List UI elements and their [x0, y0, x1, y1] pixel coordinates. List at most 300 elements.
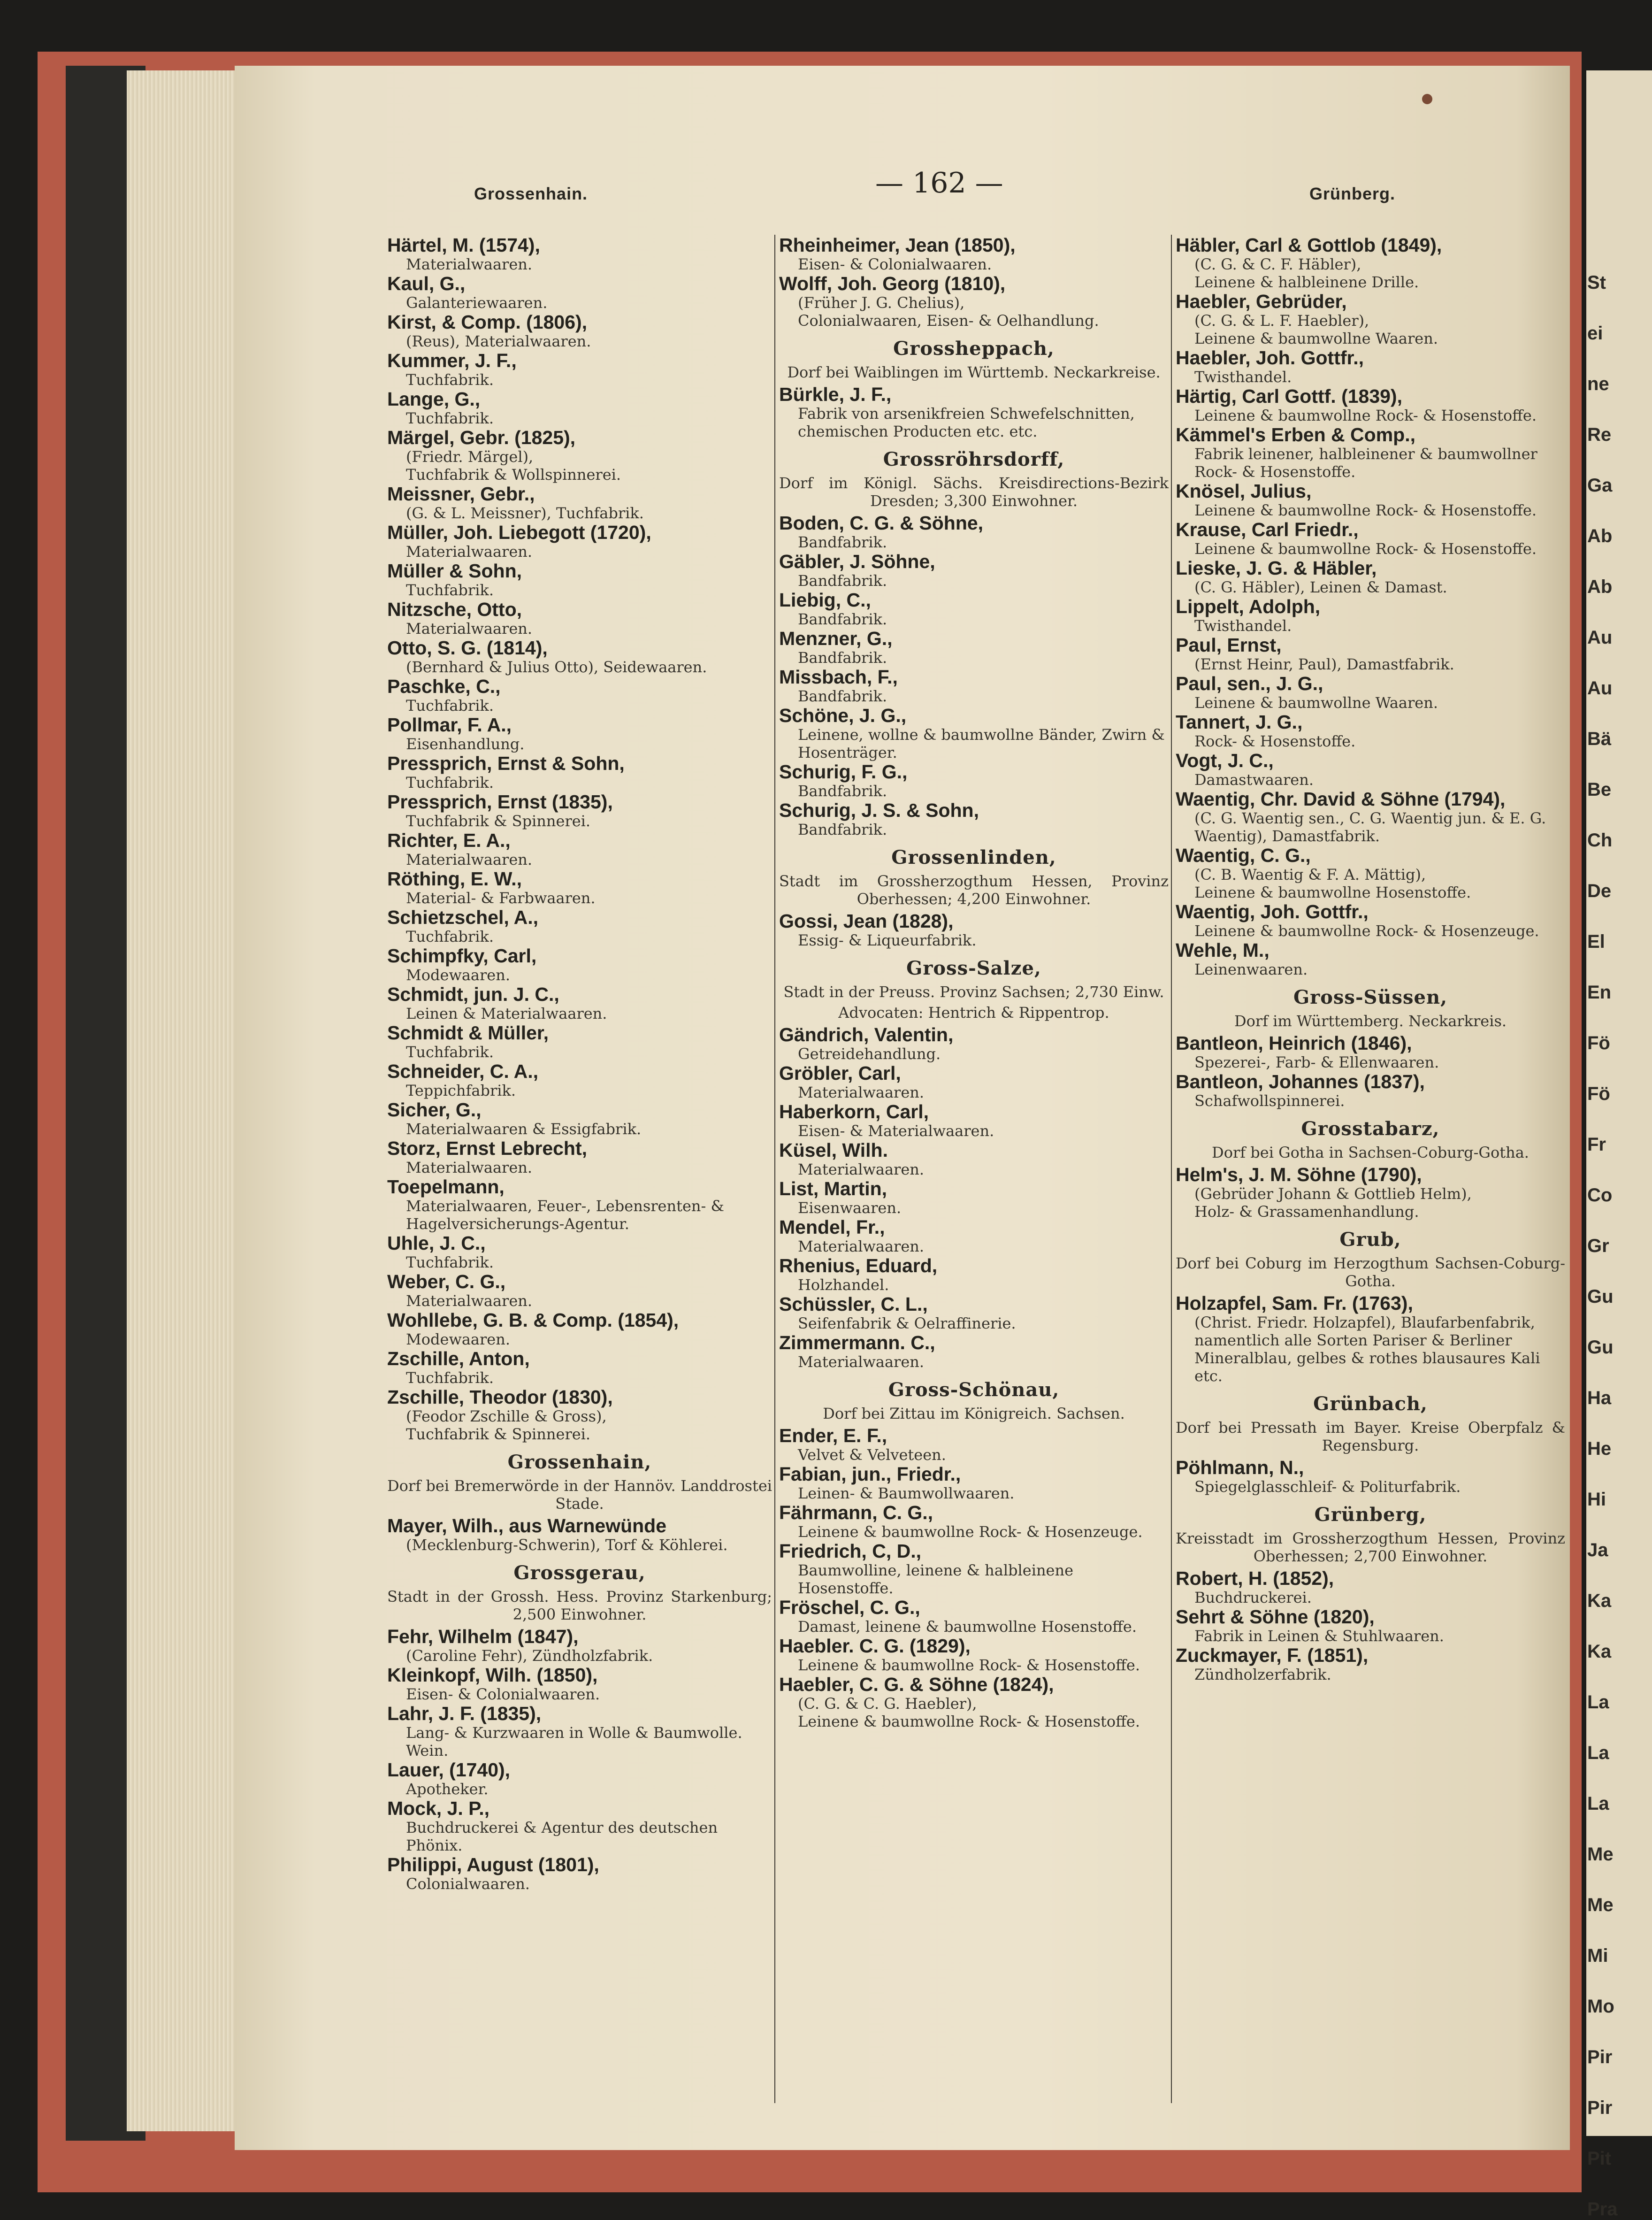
firm-description: Getreidehandlung.: [798, 1045, 941, 1063]
directory-entry: [387, 599, 772, 638]
firm-name: Mendel, Fr.,: [779, 1216, 885, 1238]
place-description: Advocaten: Hentrich & Rippentrop.: [838, 1004, 1109, 1022]
directory-entry: [779, 273, 1169, 330]
firm-description: Schafwollspinnerei.: [1194, 1092, 1345, 1110]
firm-description: Rock- & Hosenstoffe.: [1194, 732, 1356, 750]
place-description: Dorf bei Bremerwörde in der Hannöv. Landdrostei Stade.: [387, 1477, 772, 1513]
directory-entry: [387, 907, 772, 945]
facing-page-fragment: Me: [1587, 1844, 1614, 1865]
firm-description: (Ernst Heinr, Paul), Damastfabrik.: [1194, 655, 1454, 673]
directory-entry: [387, 312, 772, 350]
firm-description: (Christ. Friedr. Holzapfel), Blaufarbenfabrik, namentlich alle Sorten Pariser & Berliner Mineralblau, gelbes & rothes blausaures Kali etc.: [1194, 1314, 1540, 1385]
ink-spot: [1422, 94, 1432, 104]
directory-entry: [387, 1854, 772, 1893]
firm-description: Modewaaren.: [406, 966, 511, 984]
firm-description: Velvet & Velveteen.: [798, 1446, 946, 1464]
firm-description: Lang- & Kurzwaaren in Wolle & Baumwolle. Wein.: [406, 1724, 742, 1759]
firm-description: Materialwaaren.: [798, 1160, 925, 1178]
firm-description: Material- & Farbwaaren.: [406, 889, 596, 907]
firm-description: (Bernhard & Julius Otto), Seidewaaren.: [406, 658, 707, 676]
facing-page-fragment: Au: [1587, 678, 1613, 699]
firm-name: Schurig, F. G.,: [779, 761, 908, 783]
firm-description: Eisenwaaren.: [798, 1199, 902, 1217]
firm-name: Wehle, M.,: [1176, 939, 1270, 961]
place-description: Dorf bei Zittau im Königreich. Sachsen.: [823, 1405, 1125, 1422]
directory-entry: [779, 911, 1169, 949]
directory-entry: [779, 384, 1169, 440]
facing-page-fragment: Fö: [1587, 1083, 1610, 1104]
firm-name: Paul, sen., J. G.,: [1176, 673, 1323, 694]
directory-entry: [1176, 558, 1565, 596]
firm-description: Modewaaren.: [406, 1330, 511, 1348]
firm-description: Materialwaaren.: [798, 1353, 925, 1371]
firm-description: Teppichfabrik.: [406, 1082, 516, 1099]
place-description: Dorf bei Pressath im Bayer. Kreise Oberpfalz & Regensburg.: [1176, 1419, 1565, 1454]
firm-name: Haebler, C. G. & Söhne (1824),: [779, 1674, 1054, 1695]
directory-entry: [779, 761, 1169, 800]
directory-entry: [387, 1348, 772, 1387]
firm-name: Robert, H. (1852),: [1176, 1567, 1334, 1589]
firm-name: Missbach, F.,: [779, 666, 898, 688]
directory-entry: [387, 1515, 772, 1554]
firm-description: (C. G. & C. G. Haebler), Leinene & baumwollne Rock- & Hosenstoffe.: [798, 1695, 1140, 1730]
firm-name: Philippi, August (1801),: [387, 1854, 599, 1875]
firm-name: Haebler, Gebrüder,: [1176, 291, 1347, 312]
firm-name: Zimmermann. C.,: [779, 1332, 935, 1353]
firm-name: Tannert, J. G.,: [1176, 711, 1303, 733]
directory-entry: [387, 714, 772, 753]
directory-entry: [387, 1798, 772, 1854]
firm-description: Eisen- & Materialwaaren.: [798, 1122, 994, 1140]
firm-name: Helm's, J. M. Söhne (1790),: [1176, 1164, 1422, 1185]
firm-name: Vogt, J. C.,: [1176, 750, 1274, 771]
firm-description: Spezerei-, Farb- & Ellenwaaren.: [1194, 1053, 1439, 1071]
place-description: Stadt in der Grossh. Hess. Provinz Starkenburg; 2,500 Einwohner.: [387, 1588, 772, 1623]
directory-entry: [387, 561, 772, 599]
firm-name: Fährmann, C. G.,: [779, 1502, 933, 1523]
directory-entry: [387, 1138, 772, 1176]
firm-description: (G. & L. Meissner), Tuchfabrik.: [406, 504, 644, 522]
directory-entry: [387, 389, 772, 427]
firm-name: Haberkorn, Carl,: [779, 1101, 929, 1122]
firm-name: Krause, Carl Friedr.,: [1176, 519, 1359, 540]
firm-name: Pollmar, F. A.,: [387, 714, 512, 736]
firm-name: Waentig, Joh. Gottfr.,: [1176, 901, 1369, 922]
directory-entry: [1176, 481, 1565, 519]
place-description: Dorf im Königl. Sächs. Kreisdirections-Bezirk Dresden; 3,300 Einwohner.: [779, 474, 1169, 510]
firm-name: Kaul, G.,: [387, 273, 466, 294]
firm-description: Buchdruckerei.: [1194, 1589, 1312, 1606]
place-description: Dorf bei Gotha in Sachsen-Coburg-Gotha.: [1212, 1144, 1529, 1161]
directory-entry: [779, 1502, 1169, 1541]
firm-name: Mayer, Wilh., aus Warnewünde: [387, 1515, 667, 1536]
firm-name: Zschille, Anton,: [387, 1348, 530, 1369]
firm-description: Leinene & baumwollne Rock- & Hosenzeuge.: [798, 1523, 1143, 1541]
firm-description: Tuchfabrik.: [406, 697, 494, 714]
firm-description: Holzhandel.: [798, 1276, 889, 1294]
firm-description: Essig- & Liqueurfabrik.: [798, 931, 977, 949]
facing-page-fragment: Ha: [1587, 1388, 1612, 1408]
directory-entry: [387, 1703, 772, 1759]
directory-entry: [387, 1626, 772, 1665]
firm-description: Tuchfabrik.: [406, 774, 494, 791]
firm-name: Schüssler, C. L.,: [779, 1293, 928, 1315]
firm-name: Nitzsche, Otto,: [387, 599, 522, 620]
directory-entry: [779, 1178, 1169, 1217]
directory-entry: [387, 1387, 772, 1443]
facing-page-fragment: Re: [1587, 424, 1612, 445]
firm-description: Tuchfabrik.: [406, 928, 494, 945]
facing-page-fragment: Bä: [1587, 729, 1612, 749]
place-description: Dorf bei Coburg im Herzogthum Sachsen-Coburg-Gotha.: [1176, 1254, 1565, 1290]
facing-page-fragment: Fö: [1587, 1033, 1610, 1053]
firm-description: Tuchfabrik.: [406, 1369, 494, 1387]
firm-description: Leinen & Materialwaaren.: [406, 1005, 607, 1022]
facing-page-fragment: ne: [1587, 374, 1609, 394]
directory-entry: [387, 235, 772, 273]
directory-entry: [1176, 519, 1565, 558]
directory-entry: [387, 791, 772, 830]
firm-description: Leinen- & Baumwollwaaren.: [798, 1484, 1015, 1502]
firm-description: Leinenwaaren.: [1194, 960, 1308, 978]
facing-page-fragment: Co: [1587, 1185, 1613, 1206]
firm-description: Zündholzerfabrik.: [1194, 1666, 1331, 1683]
place-heading: Gross-Süssen,: [1293, 986, 1448, 1008]
directory-entry: [387, 1176, 772, 1233]
firm-name: Bantleon, Heinrich (1846),: [1176, 1032, 1412, 1054]
firm-name: Menzner, G.,: [779, 628, 893, 649]
firm-description: Tuchfabrik & Spinnerei.: [406, 812, 591, 830]
firm-description: Colonialwaaren.: [406, 1875, 530, 1893]
firm-description: Leinene & baumwollne Rock- & Hosenstoffe.: [1194, 501, 1537, 519]
firm-description: Tuchfabrik.: [406, 1253, 494, 1271]
firm-name: Lippelt, Adolph,: [1176, 596, 1321, 617]
place-heading: Grosstabarz,: [1301, 1118, 1440, 1140]
place-heading: Grünberg,: [1314, 1504, 1427, 1526]
directory-entry: [779, 1541, 1169, 1597]
firm-description: Damast, leinene & baumwollne Hosenstoffe.: [798, 1618, 1137, 1636]
firm-name: Kirst, & Comp. (1806),: [387, 311, 588, 333]
firm-description: Seifenfabrik & Oelraffinerie.: [798, 1314, 1016, 1332]
firm-name: Paul, Ernst,: [1176, 634, 1282, 656]
directory-entry: [1176, 750, 1565, 789]
firm-name: Häbler, Carl & Gottlob (1849),: [1176, 234, 1442, 256]
firm-name: Küsel, Wilh.: [779, 1139, 888, 1161]
directory-column-1: [387, 235, 772, 1893]
firm-name: Liebig, C.,: [779, 589, 871, 611]
directory-entry: [1176, 845, 1565, 901]
firm-name: Bantleon, Johannes (1837),: [1176, 1071, 1425, 1092]
directory-entry: [1176, 901, 1565, 940]
directory-entry: [779, 1464, 1169, 1502]
directory-entry: [779, 1332, 1169, 1371]
firm-name: Wohllebe, G. B. & Comp. (1854),: [387, 1309, 679, 1331]
firm-name: Röthing, E. W.,: [387, 868, 522, 890]
firm-description: Bandfabrik.: [798, 572, 887, 590]
firm-description: Damastwaaren.: [1194, 771, 1314, 789]
place-heading: Grossheppach,: [893, 338, 1055, 360]
firm-name: Gossi, Jean (1828),: [779, 910, 954, 932]
directory-entry: [1176, 712, 1565, 750]
firm-description: (C. B. Waentig & F. A. Mättig), Leinene & baumwollne Hosenstoffe.: [1194, 866, 1471, 901]
facing-page-fragment: Gr: [1587, 1236, 1609, 1256]
firm-description: Leinene & baumwollne Rock- & Hosenstoffe.: [1194, 407, 1537, 424]
facing-page-fragment: Mi: [1587, 1945, 1608, 1966]
place-description: Kreisstadt im Grossherzogthum Hessen, Provinz Oberhessen; 2,700 Einwohner.: [1176, 1529, 1565, 1565]
facing-page-fragment: ei: [1587, 323, 1603, 344]
directory-entry: [1176, 1164, 1565, 1221]
facing-page-fragment: Au: [1587, 627, 1613, 648]
directory-entry: [779, 1674, 1169, 1730]
directory-entry: [779, 800, 1169, 838]
firm-description: (C. G. & L. F. Haebler), Leinene & baumwollne Waaren.: [1194, 312, 1438, 347]
firm-description: Tuchfabrik.: [406, 409, 494, 427]
firm-name: Friedrich, C, D.,: [779, 1540, 921, 1562]
firm-name: Meissner, Gebr.,: [387, 483, 535, 505]
firm-name: Holzapfel, Sam. Fr. (1763),: [1176, 1292, 1413, 1314]
firm-description: Fabrik von arsenikfreien Schwefelschnitten, chemischen Producten etc. etc.: [798, 405, 1135, 440]
facing-page-fragment: Ka: [1587, 1641, 1612, 1662]
directory-entry: [1176, 1645, 1565, 1683]
directory-entry: [1176, 1071, 1565, 1110]
facing-page-fragment: La: [1587, 1793, 1609, 1814]
firm-name: Uhle, J. C.,: [387, 1232, 486, 1254]
directory-entry: [1176, 1293, 1565, 1385]
firm-description: Fabrik leinener, halbleinener & baumwollner Rock- & Hosenstoffe.: [1194, 445, 1537, 481]
firm-name: Storz, Ernst Lebrecht,: [387, 1137, 588, 1159]
directory-entry: [387, 350, 772, 389]
firm-name: List, Martin,: [779, 1178, 887, 1199]
firm-description: Bandfabrik.: [798, 533, 887, 551]
firm-name: Kleinkopf, Wilh. (1850),: [387, 1664, 598, 1686]
firm-description: Eisenhandlung.: [406, 735, 525, 753]
place-description: Stadt in der Preuss. Provinz Sachsen; 2,730 Einw.: [783, 983, 1164, 1001]
firm-name: Kummer, J. F.,: [387, 350, 517, 371]
firm-name: Haebler, Joh. Gottfr.,: [1176, 347, 1364, 369]
firm-description: Materialwaaren & Essigfabrik.: [406, 1120, 642, 1138]
directory-entry: [779, 1425, 1169, 1464]
directory-entry: [779, 1255, 1169, 1294]
firm-name: Gröbler, Carl,: [779, 1062, 901, 1084]
firm-name: Schimpfky, Carl,: [387, 945, 537, 967]
facing-page-fragment: Ka: [1587, 1590, 1612, 1611]
place-heading: Gross-Salze,: [906, 957, 1041, 979]
facing-page-fragment: Ab: [1587, 526, 1613, 546]
firm-name: Haebler. C. G. (1829),: [779, 1635, 971, 1657]
firm-name: Schmidt & Müller,: [387, 1022, 549, 1044]
firm-name: Pressprich, Ernst (1835),: [387, 791, 613, 813]
firm-description: Materialwaaren.: [406, 1292, 533, 1310]
directory-entry: [1176, 424, 1565, 481]
firm-description: (C. G. & C. F. Häbler), Leinene & halbleinene Drille.: [1194, 255, 1419, 291]
firm-description: Fabrik in Leinen & Stuhlwaaren.: [1194, 1627, 1444, 1645]
place-heading: Grossgerau,: [513, 1562, 646, 1584]
place-heading: Grossenhain,: [507, 1451, 652, 1473]
directory-entry: [1176, 1457, 1565, 1496]
firm-name: Rhenius, Eduard,: [779, 1255, 938, 1276]
facing-page-fragment: Ch: [1587, 830, 1613, 851]
place-description: Dorf bei Waiblingen im Württemb. Neckarkreise.: [787, 363, 1161, 381]
directory-entry: [779, 235, 1169, 273]
firm-name: Fabian, jun., Friedr.,: [779, 1463, 961, 1485]
directory-entry: [1176, 635, 1565, 673]
facing-page-fragment: Be: [1587, 779, 1612, 800]
directory-entry: [779, 1140, 1169, 1178]
place-description: Stadt im Grossherzogthum Hessen, Provinz Oberhessen; 4,200 Einwohner.: [779, 872, 1169, 908]
directory-entry: [1176, 386, 1565, 424]
facing-page-fragment: El: [1587, 931, 1605, 952]
facing-page-fragment: Pir: [1587, 2047, 1613, 2067]
directory-entry: [387, 1099, 772, 1138]
firm-description: Materialwaaren, Feuer-, Lebensrenten- & Hagelversicherungs-Agentur.: [406, 1197, 724, 1233]
column-rule: [774, 235, 775, 2103]
place-heading: Gross-Schönau,: [888, 1379, 1060, 1401]
firm-name: Wolff, Joh. Georg (1810),: [779, 273, 1006, 294]
firm-description: (Gebrüder Johann & Gottlieb Helm), Holz- & Grassamenhandlung.: [1194, 1185, 1472, 1221]
directory-entry: [387, 427, 772, 484]
firm-description: Leinene & baumwollne Waaren.: [1194, 694, 1438, 712]
directory-entry: [387, 945, 772, 984]
facing-page-fragment: Ja: [1587, 1540, 1608, 1560]
directory-entry: [779, 513, 1169, 551]
directory-entry: [387, 1271, 772, 1310]
firm-name: Waentig, Chr. David & Söhne (1794),: [1176, 788, 1506, 810]
place-heading: Grossenlinden,: [891, 846, 1056, 868]
place-description: Dorf im Württemberg. Neckarkreis.: [1234, 1012, 1507, 1030]
directory-entry: [387, 984, 772, 1022]
directory-entry: [779, 705, 1169, 761]
firm-description: Leinene & baumwollne Rock- & Hosenstoffe.: [1194, 540, 1537, 558]
firm-name: Fröschel, C. G.,: [779, 1597, 920, 1618]
firm-name: Schöne, J. G.,: [779, 705, 907, 726]
directory-entry: [387, 753, 772, 791]
facing-page-fragment: Fr: [1587, 1134, 1606, 1155]
facing-page-fragment: Mo: [1587, 1996, 1614, 2017]
directory-entry: [387, 273, 772, 312]
firm-description: (Feodor Zschille & Gross), Tuchfabrik & Spinnerei.: [406, 1407, 607, 1443]
directory-entry: [1176, 940, 1565, 978]
facing-page-fragment: Pit: [1587, 2148, 1612, 2169]
place-heading: Grub,: [1339, 1229, 1401, 1251]
firm-name: Müller & Sohn,: [387, 560, 522, 582]
facing-page-fragment: Me: [1587, 1895, 1614, 1915]
directory-entry: [387, 522, 772, 561]
firm-name: Zschille, Theodor (1830),: [387, 1386, 613, 1408]
directory-entry: [1176, 1568, 1565, 1606]
firm-description: Leinene, wollne & baumwollne Bänder, Zwirn & Hosenträger.: [798, 726, 1165, 761]
directory-entry: [779, 1024, 1169, 1063]
directory-entry: [1176, 673, 1565, 712]
directory-entry: [387, 1061, 772, 1099]
firm-description: Tuchfabrik.: [406, 581, 494, 599]
firm-name: Waentig, C. G.,: [1176, 845, 1311, 866]
directory-column-2: [779, 235, 1169, 1730]
firm-name: Weber, C. G.,: [387, 1271, 506, 1292]
firm-name: Härtig, Carl Gottf. (1839),: [1176, 385, 1402, 407]
facing-page-fragment: Ab: [1587, 576, 1613, 597]
firm-name: Lange, G.,: [387, 388, 481, 410]
directory-entry: [779, 1101, 1169, 1140]
facing-page-fragment: Pra: [1587, 2199, 1618, 2220]
firm-name: Pressprich, Ernst & Sohn,: [387, 753, 625, 774]
firm-description: Bandfabrik.: [798, 610, 887, 628]
firm-name: Gändrich, Valentin,: [779, 1024, 954, 1045]
firm-name: Mock, J. P.,: [387, 1798, 490, 1819]
facing-page-fragment: He: [1587, 1438, 1612, 1459]
place-heading: Grünbach,: [1313, 1393, 1428, 1415]
firm-name: Toepelmann,: [387, 1176, 505, 1198]
firm-name: Pöhlmann, N.,: [1176, 1457, 1304, 1478]
directory-entry: [1176, 596, 1565, 635]
firm-description: (Friedr. Märgel), Tuchfabrik & Wollspinnerei.: [406, 448, 621, 484]
firm-description: Materialwaaren.: [406, 620, 533, 638]
facing-page-fragment: Hi: [1587, 1489, 1606, 1510]
firm-name: Lieske, J. G. & Häbler,: [1176, 557, 1377, 579]
directory-entry: [779, 667, 1169, 705]
firm-name: Otto, S. G. (1814),: [387, 637, 548, 659]
facing-page-edge: [1586, 70, 1652, 2220]
directory-entry: [779, 1217, 1169, 1255]
firm-description: Bandfabrik.: [798, 687, 887, 705]
firm-description: Eisen- & Colonialwaaren.: [798, 255, 992, 273]
firm-description: Materialwaaren.: [406, 255, 533, 273]
firm-description: Materialwaaren.: [406, 1159, 533, 1176]
directory-entry: [779, 1636, 1169, 1674]
facing-page-fragment: Gu: [1587, 1286, 1614, 1307]
firm-description: (Früher J. G. Chelius), Colonialwaaren, Eisen- & Oelhandlung.: [798, 294, 1099, 330]
firm-name: Schurig, J. S. & Sohn,: [779, 799, 979, 821]
firm-name: Lauer, (1740),: [387, 1759, 511, 1781]
firm-description: (Mecklenburg-Schwerin), Torf & Köhlerei.: [406, 1536, 728, 1554]
firm-description: Materialwaaren.: [406, 543, 533, 561]
firm-description: Baumwolline, leinene & halbleinene Hosenstoffe.: [798, 1561, 1074, 1597]
firm-description: Eisen- & Colonialwaaren.: [406, 1685, 600, 1703]
directory-entry: [1176, 291, 1565, 347]
directory-column-3: [1176, 235, 1565, 1683]
firm-name: Bürkle, J. F.,: [779, 384, 892, 405]
directory-entry: [779, 590, 1169, 628]
firm-name: Sicher, G.,: [387, 1099, 482, 1121]
directory-entry: [387, 638, 772, 676]
column-rule: [1171, 235, 1172, 2103]
firm-description: Buchdruckerei & Agentur des deutschen Phönix.: [406, 1819, 718, 1854]
firm-name: Rheinheimer, Jean (1850),: [779, 234, 1016, 256]
facing-page-fragment: La: [1587, 1692, 1609, 1713]
firm-description: (Caroline Fehr), Zündholzfabrik.: [406, 1647, 653, 1665]
directory-entry: [387, 1759, 772, 1798]
firm-description: Leinene & baumwollne Rock- & Hosenzeuge.: [1194, 922, 1539, 940]
directory-entry: [387, 484, 772, 522]
firm-description: Twisthandel.: [1194, 368, 1292, 386]
directory-entry: [1176, 1606, 1565, 1645]
firm-name: Härtel, M. (1574),: [387, 234, 540, 256]
firm-description: Leinene & baumwollne Rock- & Hosenstoffe.: [798, 1656, 1140, 1674]
facing-page-fragment: De: [1587, 881, 1612, 901]
firm-name: Schmidt, jun. J. C.,: [387, 983, 559, 1005]
running-head-right: Grünberg.: [1309, 184, 1396, 203]
firm-description: Materialwaaren.: [798, 1237, 925, 1255]
directory-entry: [387, 676, 772, 714]
firm-name: Richter, E. A.,: [387, 830, 511, 851]
running-head-left: Grossenhain.: [474, 184, 588, 203]
directory-entry: [1176, 347, 1565, 386]
firm-description: Apotheker.: [406, 1780, 489, 1798]
directory-entry: [779, 551, 1169, 590]
directory-entry: [387, 1665, 772, 1703]
directory-entry: [387, 1022, 772, 1061]
firm-description: Bandfabrik.: [798, 649, 887, 667]
firm-name: Ender, E. F.,: [779, 1425, 887, 1446]
